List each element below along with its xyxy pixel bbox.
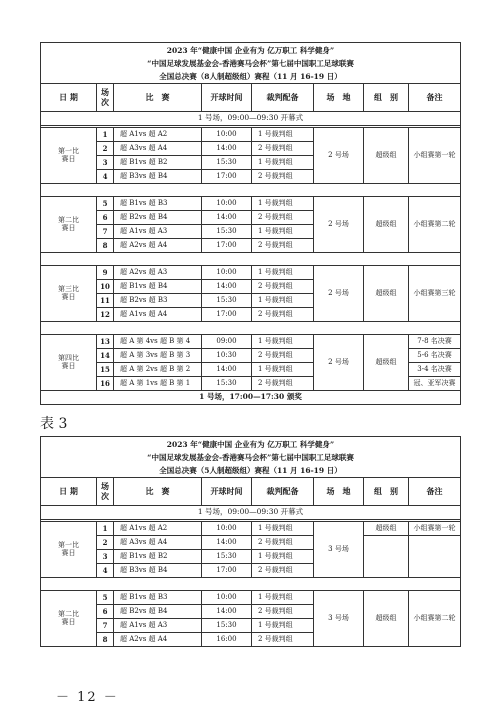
match: 超 B2vs 超 B3 — [114, 294, 202, 308]
match: 超 A 第 4vs 超 B 第 4 — [114, 335, 202, 349]
kickoff-time: 09:00 — [202, 335, 252, 349]
match: 超 B3vs 超 B4 — [114, 564, 202, 578]
kickoff-time: 10:00 — [202, 591, 252, 605]
table-row — [41, 335, 461, 349]
day-label: 第三比赛日 — [41, 266, 97, 322]
venue: 2 号场 — [314, 128, 364, 184]
referee-group: 1 号裁判组 — [252, 591, 314, 605]
note: 小组赛第二轮 — [409, 197, 461, 253]
title-line: “中国足球发展基金会-香港赛马会杯”第七届中国职工足球联赛 — [147, 58, 354, 68]
table-row — [41, 591, 461, 605]
table-title — [41, 437, 461, 478]
header-time: 开球时间 — [202, 478, 252, 506]
group: 超级组 — [364, 522, 409, 536]
venue: 3 号场 — [314, 522, 364, 578]
referee-group: 1 号裁判组 — [252, 128, 314, 142]
header-match: 比 赛 — [114, 84, 202, 112]
match: 超 A1vs 超 A2 — [114, 522, 202, 536]
match: 超 A2vs 超 A3 — [114, 266, 202, 280]
title-line: 全国总决赛（5人制超级组）赛程（11 月 16-19 日） — [159, 465, 342, 475]
match-no: 12 — [97, 308, 114, 322]
kickoff-time: 15:30 — [202, 156, 252, 170]
kickoff-time: 15:30 — [202, 550, 252, 564]
header-time: 开球时间 — [202, 84, 252, 112]
kickoff-time: 14:00 — [202, 211, 252, 225]
referee-group: 1 号裁判组 — [252, 294, 314, 308]
referee-group: 1 号裁判组 — [252, 550, 314, 564]
group: 超级组 — [364, 335, 409, 391]
note: 小组赛第二轮 — [409, 591, 461, 647]
match: 超 B1vs 超 B2 — [114, 156, 202, 170]
match-no: 15 — [97, 363, 114, 377]
match-no: 1 — [97, 128, 114, 142]
kickoff-time: 10:00 — [202, 522, 252, 536]
referee-group: 2 号裁判组 — [252, 170, 314, 184]
referee-group: 2 号裁判组 — [252, 536, 314, 550]
referee-group: 2 号裁判组 — [252, 377, 314, 391]
group-empty — [364, 536, 409, 578]
venue: 2 号场 — [314, 335, 364, 391]
group: 超级组 — [364, 197, 409, 253]
referee-group: 1 号裁判组 — [252, 156, 314, 170]
referee-group: 1 号裁判组 — [252, 619, 314, 633]
kickoff-time: 14:00 — [202, 363, 252, 377]
referee-group: 2 号裁判组 — [252, 239, 314, 253]
day-label: 第一比赛日 — [41, 522, 97, 578]
title-line: 2023 年“健康中国 企业有为 亿万职工 科学健身” — [166, 45, 335, 55]
match: 超 A1vs 超 A2 — [114, 128, 202, 142]
match-no: 5 — [97, 197, 114, 211]
match: 超 A1vs 超 A4 — [114, 308, 202, 322]
referee-group: 2 号裁判组 — [252, 308, 314, 322]
match: 超 A3vs 超 A4 — [114, 536, 202, 550]
note: 5-6 名决赛 — [409, 349, 461, 363]
match: 超 B3vs 超 B4 — [114, 170, 202, 184]
header-row — [41, 478, 461, 506]
referee-group: 1 号裁判组 — [252, 197, 314, 211]
title-line: “中国足球发展基金会-香港赛马会杯”第七届中国职工足球联赛 — [147, 452, 354, 462]
note: 小组赛第一轮 — [409, 128, 461, 184]
title-line: 2023 年“健康中国 企业有为 亿万职工 科学健身” — [166, 439, 335, 449]
kickoff-time: 14:00 — [202, 142, 252, 156]
referee-group: 2 号裁判组 — [252, 349, 314, 363]
header-referee: 裁判配备 — [252, 478, 314, 506]
header-match-no: 场次 — [97, 84, 114, 112]
note: 7-8 名决赛 — [409, 335, 461, 349]
referee-group: 2 号裁判组 — [252, 605, 314, 619]
title-line: 全国总决赛（8人制超级组）赛程（11 月 16-19 日） — [159, 71, 342, 81]
kickoff-time: 14:00 — [202, 280, 252, 294]
day-label: 第一比赛日 — [41, 128, 97, 184]
match: 超 A1vs 超 A3 — [114, 619, 202, 633]
match-no: 1 — [97, 522, 114, 536]
match: 超 A1vs 超 A3 — [114, 225, 202, 239]
match: 超 A3vs 超 A4 — [114, 142, 202, 156]
match-no: 14 — [97, 349, 114, 363]
kickoff-time: 14:00 — [202, 605, 252, 619]
match-no: 7 — [97, 619, 114, 633]
kickoff-time: 14:00 — [202, 536, 252, 550]
header-match-no: 场次 — [97, 478, 114, 506]
note: 冠、亚军决赛 — [409, 377, 461, 391]
match: 超 B1vs 超 B3 — [114, 591, 202, 605]
match: 超 B2vs 超 B4 — [114, 605, 202, 619]
header-referee: 裁判配备 — [252, 84, 314, 112]
note: 小组赛第三轮 — [409, 266, 461, 322]
table-title — [41, 43, 461, 84]
match-no: 13 — [97, 335, 114, 349]
group: 超级组 — [364, 128, 409, 184]
section-label: 表 3 — [40, 416, 68, 432]
table-row — [41, 266, 461, 280]
header-group: 组 别 — [364, 478, 409, 506]
match-no: 2 — [97, 142, 114, 156]
kickoff-time: 16:00 — [202, 633, 252, 647]
note: 小组赛第一轮 — [409, 522, 461, 536]
note-empty — [409, 536, 461, 578]
kickoff-time: 17:00 — [202, 239, 252, 253]
match-no: 6 — [97, 211, 114, 225]
referee-group: 1 号裁判组 — [252, 522, 314, 536]
venue: 2 号场 — [314, 197, 364, 253]
kickoff-time: 17:00 — [202, 564, 252, 578]
table-row — [41, 536, 461, 550]
header-venue: 场 地 — [314, 84, 364, 112]
match-no: 9 — [97, 266, 114, 280]
day-label: 第二比赛日 — [41, 591, 97, 647]
header-match: 比 赛 — [114, 478, 202, 506]
kickoff-time: 10:00 — [202, 266, 252, 280]
kickoff-time: 10:30 — [202, 349, 252, 363]
match-no: 16 — [97, 377, 114, 391]
match-no: 10 — [97, 280, 114, 294]
note: 3-4 名决赛 — [409, 363, 461, 377]
referee-group: 2 号裁判组 — [252, 142, 314, 156]
referee-group: 2 号裁判组 — [252, 280, 314, 294]
kickoff-time: 10:00 — [202, 128, 252, 142]
venue: 2 号场 — [314, 266, 364, 322]
header-row — [41, 84, 461, 112]
table-row — [41, 522, 461, 536]
kickoff-time: 15:30 — [202, 294, 252, 308]
match: 超 A 第 1vs 超 B 第 1 — [114, 377, 202, 391]
match: 超 B1vs 超 B3 — [114, 197, 202, 211]
header-note: 备注 — [409, 84, 461, 112]
opening-ceremony: 1 号场，09:00—09:30 开幕式 — [41, 112, 461, 126]
match: 超 A2vs 超 A4 — [114, 239, 202, 253]
match: 超 A 第 3vs 超 B 第 3 — [114, 349, 202, 363]
referee-group: 1 号裁判组 — [252, 266, 314, 280]
kickoff-time: 10:00 — [202, 197, 252, 211]
referee-group: 1 号裁判组 — [252, 225, 314, 239]
match: 超 A 第 2vs 超 B 第 2 — [114, 363, 202, 377]
match-no: 8 — [97, 633, 114, 647]
kickoff-time: 17:00 — [202, 170, 252, 184]
opening-ceremony: 1 号场，09:00—09:30 开幕式 — [41, 506, 461, 520]
referee-group: 2 号裁判组 — [252, 211, 314, 225]
header-date: 日 期 — [41, 84, 97, 112]
schedule-table-5-a-side — [40, 436, 461, 647]
kickoff-time: 17:00 — [202, 308, 252, 322]
header-note: 备注 — [409, 478, 461, 506]
group: 超级组 — [364, 266, 409, 322]
award-ceremony: 1 号场，17:00—17:30 颁奖 — [41, 391, 461, 405]
match: 超 B1vs 超 B2 — [114, 550, 202, 564]
match-no: 2 — [97, 536, 114, 550]
schedule-table-8-a-side — [40, 42, 461, 405]
header-venue: 场 地 — [314, 478, 364, 506]
day-label: 第二比赛日 — [41, 197, 97, 253]
match: 超 B1vs 超 B4 — [114, 280, 202, 294]
page-number: － 12 － — [56, 690, 119, 705]
referee-group: 1 号裁判组 — [252, 335, 314, 349]
match-no: 4 — [97, 564, 114, 578]
table-row — [41, 128, 461, 142]
kickoff-time: 15:30 — [202, 619, 252, 633]
header-group: 组 别 — [364, 84, 409, 112]
match-no: 7 — [97, 225, 114, 239]
kickoff-time: 15:30 — [202, 225, 252, 239]
match-no: 4 — [97, 170, 114, 184]
venue: 3 号场 — [314, 591, 364, 647]
match-no: 3 — [97, 550, 114, 564]
match-no: 3 — [97, 156, 114, 170]
group: 超级组 — [364, 591, 409, 647]
referee-group: 2 号裁判组 — [252, 564, 314, 578]
match-no: 5 — [97, 591, 114, 605]
header-date: 日 期 — [41, 478, 97, 506]
day-label: 第四比赛日 — [41, 335, 97, 391]
match: 超 B2vs 超 B4 — [114, 211, 202, 225]
match: 超 A2vs 超 A4 — [114, 633, 202, 647]
referee-group: 2 号裁判组 — [252, 633, 314, 647]
referee-group: 1 号裁判组 — [252, 363, 314, 377]
match-no: 8 — [97, 239, 114, 253]
match-no: 6 — [97, 605, 114, 619]
kickoff-time: 15:30 — [202, 377, 252, 391]
match-no: 11 — [97, 294, 114, 308]
table-row — [41, 197, 461, 211]
